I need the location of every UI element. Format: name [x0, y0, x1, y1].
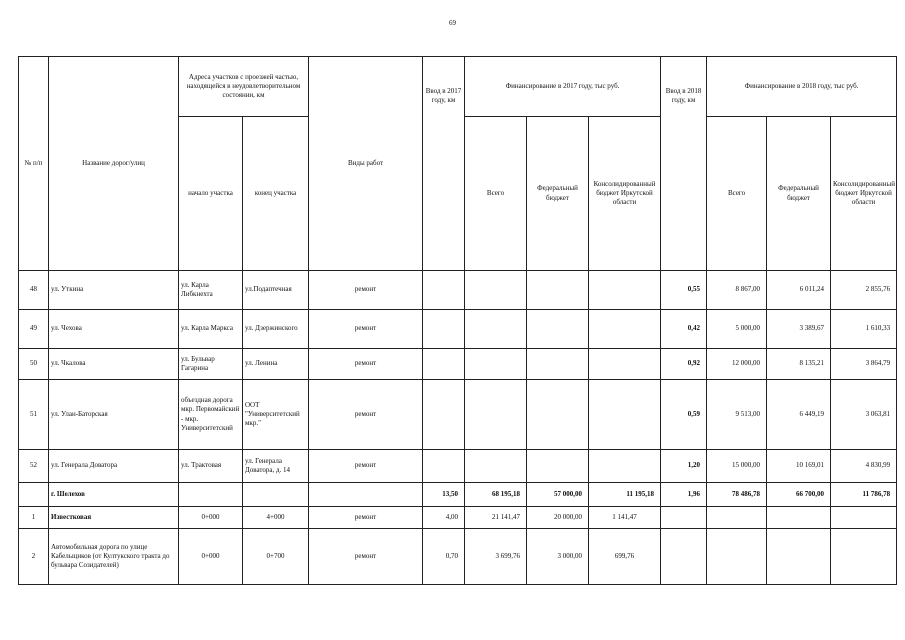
table-row — [19, 271, 897, 310]
row-consolidated-2017: 1 141,47 — [589, 507, 661, 529]
row-federal-2017 — [527, 349, 589, 380]
row-input-2018 — [661, 529, 707, 585]
row-input-2017 — [423, 271, 465, 310]
row-work: ремонт — [309, 507, 423, 529]
row-num: 49 — [19, 310, 49, 349]
road-repair-table — [18, 56, 897, 585]
row-end: ул. Дзержинского — [243, 310, 309, 349]
row-end: ул.Подаптечная — [243, 271, 309, 310]
row-total-2017: 21 141,47 — [465, 507, 527, 529]
row-consolidated-2017 — [589, 271, 661, 310]
row-federal-2017 — [527, 450, 589, 483]
row-work — [309, 483, 423, 507]
row-consolidated-2018 — [831, 507, 897, 529]
row-work: ремонт — [309, 310, 423, 349]
table-row — [19, 450, 897, 483]
header-total-2017: Всего — [465, 117, 527, 271]
row-num: 1 — [19, 507, 49, 529]
row-work: ремонт — [309, 380, 423, 450]
row-total-2017 — [465, 310, 527, 349]
row-road: Автомобильная дорога по улице Кабельщиков (от Култукского тракта до бульвара Созидателей) — [49, 529, 179, 585]
row-road: ул. Чкалова — [49, 349, 179, 380]
table-row — [19, 380, 897, 450]
row-federal-2017 — [527, 380, 589, 450]
row-end — [243, 483, 309, 507]
row-consolidated-2017 — [589, 380, 661, 450]
row-input-2017: 4,00 — [423, 507, 465, 529]
header-num: № п/п — [19, 57, 49, 271]
row-consolidated-2018: 2 855,76 — [831, 271, 897, 310]
table-row — [19, 507, 897, 529]
row-total-2018: 5 000,00 — [707, 310, 767, 349]
row-road: ул. Чехова — [49, 310, 179, 349]
row-federal-2017: 20 000,00 — [527, 507, 589, 529]
row-num: 48 — [19, 271, 49, 310]
row-federal-2017: 3 000,00 — [527, 529, 589, 585]
row-input-2017: 13,50 — [423, 483, 465, 507]
row-federal-2017 — [527, 271, 589, 310]
row-federal-2017: 57 000,00 — [527, 483, 589, 507]
row-road: Известковая — [49, 507, 179, 529]
row-total-2018: 9 513,00 — [707, 380, 767, 450]
row-consolidated-2018 — [831, 529, 897, 585]
row-input-2017 — [423, 310, 465, 349]
row-total-2018 — [707, 529, 767, 585]
row-total-2018: 12 000,00 — [707, 349, 767, 380]
header-input-2018: Ввод в 2018 году, км — [661, 57, 707, 271]
city-name: г. Шелехов — [49, 483, 179, 507]
header-end: конец участка — [243, 117, 309, 271]
row-federal-2018: 6 011,24 — [767, 271, 831, 310]
header-consolidated-2018: Консолидированный бюджет Иркутской области — [831, 117, 897, 271]
row-start: 0+000 — [179, 529, 243, 585]
row-federal-2018: 66 700,00 — [767, 483, 831, 507]
row-consolidated-2017 — [589, 450, 661, 483]
row-input-2018: 1,96 — [661, 483, 707, 507]
row-start: объездная дорога мкр. Первомайский - мкр. Университетский — [179, 380, 243, 450]
row-end: 4+000 — [243, 507, 309, 529]
row-consolidated-2017 — [589, 349, 661, 380]
row-total-2017 — [465, 271, 527, 310]
row-start: 0+000 — [179, 507, 243, 529]
row-start: ул. Карла Либкнехта — [179, 271, 243, 310]
row-input-2017: 0,70 — [423, 529, 465, 585]
row-num: 50 — [19, 349, 49, 380]
row-consolidated-2018: 1 610,33 — [831, 310, 897, 349]
page-number: 69 — [449, 19, 456, 27]
row-input-2018: 0,42 — [661, 310, 707, 349]
row-total-2017 — [465, 349, 527, 380]
row-num: 2 — [19, 529, 49, 585]
row-num: 51 — [19, 380, 49, 450]
row-federal-2018: 10 169,01 — [767, 450, 831, 483]
row-federal-2018: 8 135,21 — [767, 349, 831, 380]
header-total-2018: Всего — [707, 117, 767, 271]
header-consolidated-2017: Консолидированный бюджет Иркутской области — [589, 117, 661, 271]
row-end: ООТ "Университетский мкр." — [243, 380, 309, 450]
row-road: ул. Генерала Доватора — [49, 450, 179, 483]
row-consolidated-2017: 11 195,18 — [589, 483, 661, 507]
header-work: Виды работ — [309, 57, 423, 271]
row-total-2018 — [707, 507, 767, 529]
row-work: ремонт — [309, 450, 423, 483]
row-federal-2018 — [767, 507, 831, 529]
row-total-2017: 68 195,18 — [465, 483, 527, 507]
row-consolidated-2018: 3 864,79 — [831, 349, 897, 380]
row-input-2018 — [661, 507, 707, 529]
row-start: ул. Карла Маркса — [179, 310, 243, 349]
header-row-1 — [19, 57, 897, 117]
row-total-2017 — [465, 450, 527, 483]
row-input-2017 — [423, 450, 465, 483]
row-input-2018: 0,55 — [661, 271, 707, 310]
row-consolidated-2017: 699,76 — [589, 529, 661, 585]
row-consolidated-2018: 4 830,99 — [831, 450, 897, 483]
row-federal-2018: 3 389,67 — [767, 310, 831, 349]
header-road: Название дорог/улиц — [49, 57, 179, 271]
row-federal-2018 — [767, 529, 831, 585]
table-row — [19, 349, 897, 380]
row-start: ул. Бульвар Гагарина — [179, 349, 243, 380]
row-road: ул. Уткина — [49, 271, 179, 310]
row-input-2017 — [423, 380, 465, 450]
row-consolidated-2018: 11 786,78 — [831, 483, 897, 507]
row-total-2018: 15 000,00 — [707, 450, 767, 483]
row-input-2018: 0,59 — [661, 380, 707, 450]
row-input-2018: 1,20 — [661, 450, 707, 483]
row-total-2018: 8 867,00 — [707, 271, 767, 310]
row-work: ремонт — [309, 349, 423, 380]
header-financing-2018: Финансирование в 2018 году, тыс руб. — [707, 57, 897, 117]
header-input-2017: Ввод в 2017 году, км — [423, 57, 465, 271]
row-end: 0+700 — [243, 529, 309, 585]
row-consolidated-2017 — [589, 310, 661, 349]
row-end: ул. Генерала Доватора, д. 14 — [243, 450, 309, 483]
row-input-2017 — [423, 349, 465, 380]
row-road: ул. Улан-Баторская — [49, 380, 179, 450]
row-num — [19, 483, 49, 507]
row-total-2017 — [465, 380, 527, 450]
row-total-2018: 78 486,78 — [707, 483, 767, 507]
header-address-group: Адреса участков с проезжей частью, находящейся в неудовлетворительном состоянии, км — [179, 57, 309, 117]
header-financing-2017: Финансирование в 2017 году, тыс руб. — [465, 57, 661, 117]
row-consolidated-2018: 3 063,81 — [831, 380, 897, 450]
header-federal-2018: Федеральный бюджет — [767, 117, 831, 271]
header-federal-2017: Федеральный бюджет — [527, 117, 589, 271]
city-subtotal-row — [19, 483, 897, 507]
table-row — [19, 529, 897, 585]
row-work: ремонт — [309, 271, 423, 310]
header-start: начало участка — [179, 117, 243, 271]
row-federal-2017 — [527, 310, 589, 349]
row-input-2018: 0,92 — [661, 349, 707, 380]
row-start: ул. Трактовая — [179, 450, 243, 483]
table-row — [19, 310, 897, 349]
row-start — [179, 483, 243, 507]
row-federal-2018: 6 449,19 — [767, 380, 831, 450]
row-total-2017: 3 699,76 — [465, 529, 527, 585]
row-work: ремонт — [309, 529, 423, 585]
row-num: 52 — [19, 450, 49, 483]
row-end: ул. Ленина — [243, 349, 309, 380]
